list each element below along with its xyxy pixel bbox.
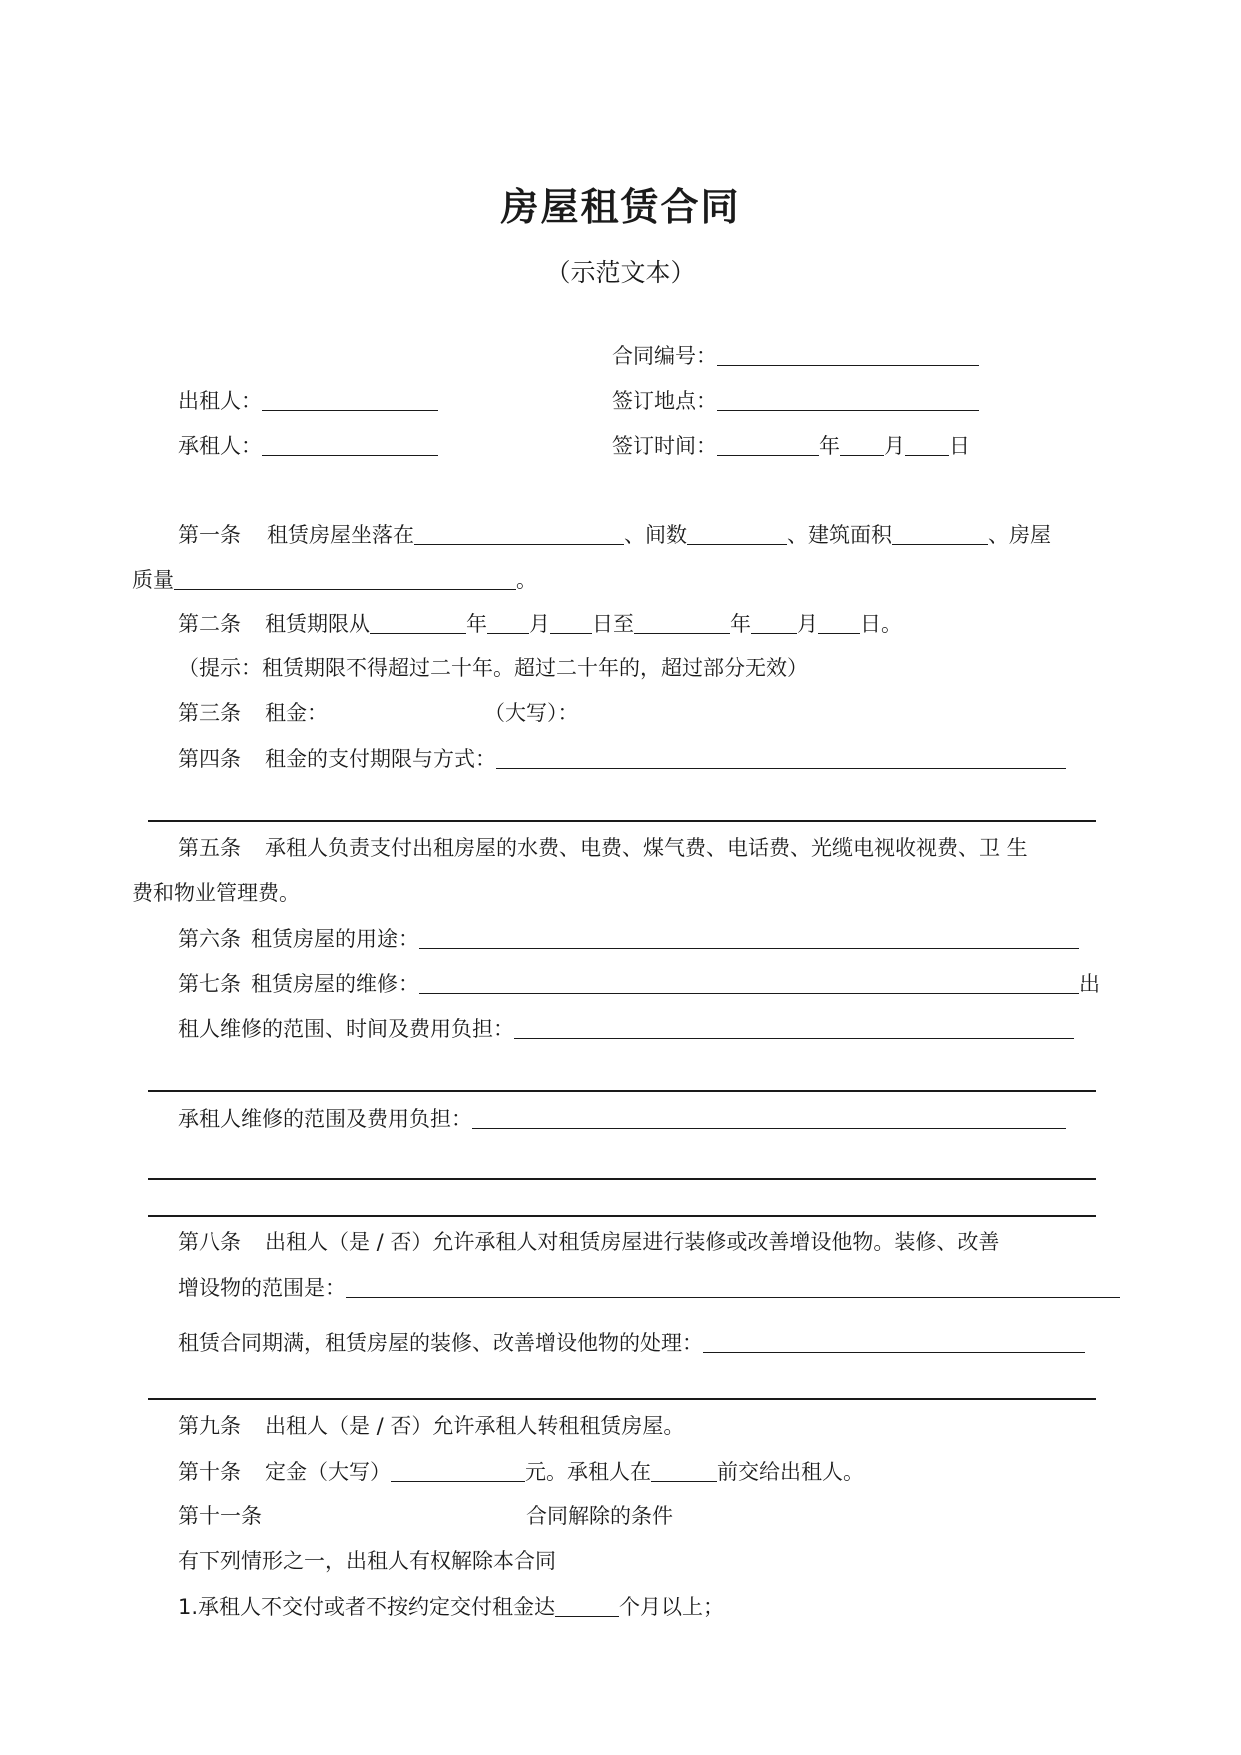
article-3 bbox=[178, 703, 579, 724]
article-9-label: 第九条 bbox=[178, 1414, 241, 1438]
article-8-line3 bbox=[178, 1332, 1085, 1354]
article-9-text: 出租人（是 / 否）允许承租人转租租赁房屋。 bbox=[265, 1414, 685, 1438]
sign-time-label: 签订时间： bbox=[612, 434, 717, 458]
term-hint: （提示：租赁期限不得超过二十年。超过二十年的，超过部分无效） bbox=[178, 656, 808, 680]
decoration-scope-blank[interactable] bbox=[346, 1277, 1120, 1298]
rooms-blank[interactable] bbox=[687, 524, 787, 545]
quality-label: 质量 bbox=[132, 568, 174, 592]
termination-intro: 有下列情形之一，出租人有权解除本合同 bbox=[178, 1549, 556, 1573]
article-2-label: 第二条 bbox=[178, 612, 241, 636]
article-8-text: 出租人（是 / 否）允许承租人对租赁房屋进行装修或改善增设他物。装修、改善 bbox=[265, 1230, 1000, 1254]
decoration-disposal-label: 租赁合同期满，租赁房屋的装修、改善增设他物的处理： bbox=[178, 1331, 703, 1355]
article-5-line2: 费和物业管理费。 bbox=[132, 881, 300, 905]
article-1-area-label: 、建筑面积 bbox=[787, 523, 892, 547]
decoration-disposal-blank-line2[interactable] bbox=[148, 1398, 1096, 1400]
sign-month-blank[interactable] bbox=[840, 435, 884, 456]
lessee-field bbox=[178, 435, 438, 457]
month-label: 月 bbox=[797, 612, 818, 636]
decoration-disposal-blank[interactable] bbox=[703, 1332, 1085, 1353]
article-8-label: 第八条 bbox=[178, 1230, 241, 1254]
page-subtitle: （示范文本） bbox=[545, 258, 696, 287]
deposit-deliver-label: 前交给出租人。 bbox=[717, 1460, 864, 1484]
article-11-label: 第十一条 bbox=[178, 1504, 262, 1528]
sign-place-label: 签订地点： bbox=[612, 389, 717, 413]
lessee-label: 承租人： bbox=[178, 434, 262, 458]
article-10-label: 第十条 bbox=[178, 1460, 241, 1484]
payment-blank-line2[interactable] bbox=[148, 820, 1096, 822]
year-label: 年 bbox=[730, 612, 751, 636]
day-to-label: 日至 bbox=[592, 612, 634, 636]
lessee-repair-blank[interactable] bbox=[472, 1108, 1066, 1129]
article-1-rooms-label: 、间数 bbox=[624, 523, 687, 547]
sign-place-blank[interactable] bbox=[717, 390, 979, 411]
lessor-repair-label: 租人维修的范围、时间及费用负担： bbox=[178, 1017, 514, 1041]
termination-condition-1 bbox=[178, 1596, 724, 1618]
end-year-blank[interactable] bbox=[634, 613, 730, 634]
sign-day-blank[interactable] bbox=[905, 435, 949, 456]
year-label: 年 bbox=[466, 612, 487, 636]
article-7 bbox=[178, 973, 1100, 995]
article-2-text: 租赁期限从 bbox=[265, 612, 370, 636]
usage-label: 租赁房屋的用途： bbox=[251, 927, 419, 951]
article-7-line3 bbox=[178, 1108, 1066, 1130]
article-11 bbox=[178, 1506, 673, 1527]
article-10 bbox=[178, 1461, 864, 1483]
start-day-blank[interactable] bbox=[550, 613, 592, 634]
lessee-repair-blank-line3[interactable] bbox=[148, 1215, 1096, 1217]
day-label: 日。 bbox=[860, 612, 902, 636]
rent-label: 租金： bbox=[265, 701, 328, 725]
usage-blank[interactable] bbox=[419, 928, 1079, 949]
year-label: 年 bbox=[819, 434, 840, 458]
location-blank[interactable] bbox=[414, 524, 624, 545]
sign-place-field bbox=[612, 390, 979, 412]
end-month-blank[interactable] bbox=[751, 613, 797, 634]
article-7-label: 第七条 bbox=[178, 972, 241, 996]
period: 。 bbox=[516, 568, 537, 592]
deposit-unit-label: 元。承租人在 bbox=[525, 1460, 651, 1484]
lessee-repair-label: 承租人维修的范围及费用负担： bbox=[178, 1107, 472, 1131]
deposit-label: 定金（大写） bbox=[265, 1460, 391, 1484]
repair-blank[interactable] bbox=[419, 973, 1079, 994]
article-8 bbox=[178, 1232, 999, 1253]
lessee-repair-blank-line2[interactable] bbox=[148, 1178, 1096, 1180]
contract-no-label: 合同编号： bbox=[612, 344, 717, 368]
article-1-label: 第一条 bbox=[178, 523, 241, 547]
lessor-blank[interactable] bbox=[262, 390, 438, 411]
article-7-line2 bbox=[178, 1018, 1074, 1040]
article-1-line2 bbox=[132, 569, 537, 591]
condition-1-suffix: 个月以上； bbox=[619, 1595, 725, 1619]
lessee-blank[interactable] bbox=[262, 435, 438, 456]
area-blank[interactable] bbox=[892, 524, 988, 545]
start-year-blank[interactable] bbox=[370, 613, 466, 634]
repair-label: 租赁房屋的维修： bbox=[251, 972, 419, 996]
deposit-date-blank[interactable] bbox=[651, 1461, 717, 1482]
payment-label: 租金的支付期限与方式： bbox=[265, 747, 496, 771]
article-1-quality-label: 、房屋 bbox=[988, 523, 1051, 547]
condition-1-text: 1.承租人不交付或者不按约定交付租金达 bbox=[178, 1595, 556, 1619]
sign-year-blank[interactable] bbox=[717, 435, 819, 456]
article-9 bbox=[178, 1416, 684, 1437]
start-month-blank[interactable] bbox=[487, 613, 529, 634]
lessor-label: 出租人： bbox=[178, 389, 262, 413]
article-5-text: 承租人负责支付出租房屋的水费、电费、煤气费、电话费、光缆电视收视费、卫 生 bbox=[265, 836, 1028, 860]
contract-no-field bbox=[612, 345, 979, 367]
article-4-label: 第四条 bbox=[178, 747, 241, 771]
page-title: 房屋租赁合同 bbox=[500, 184, 741, 229]
day-label: 日 bbox=[949, 434, 970, 458]
rent-capital-label: （大写）： bbox=[484, 701, 579, 725]
article-6-label: 第六条 bbox=[178, 927, 241, 951]
article-3-label: 第三条 bbox=[178, 701, 241, 725]
payment-blank[interactable] bbox=[496, 748, 1066, 769]
end-day-blank[interactable] bbox=[818, 613, 860, 634]
repair-continuation: 出 bbox=[1079, 972, 1100, 996]
lessor-field bbox=[178, 390, 438, 412]
lessor-repair-blank-line2[interactable] bbox=[148, 1090, 1096, 1092]
lessor-repair-blank[interactable] bbox=[514, 1018, 1074, 1039]
months-blank[interactable] bbox=[555, 1596, 619, 1617]
sign-time-field bbox=[612, 435, 970, 457]
article-1 bbox=[178, 524, 1051, 546]
article-2 bbox=[178, 613, 902, 635]
article-8-line2 bbox=[178, 1277, 1120, 1299]
article-6 bbox=[178, 928, 1079, 950]
quality-blank[interactable] bbox=[174, 569, 516, 590]
decoration-scope-label: 增设物的范围是： bbox=[178, 1276, 346, 1300]
article-11-text: 合同解除的条件 bbox=[526, 1504, 673, 1528]
month-label: 月 bbox=[884, 434, 905, 458]
article-5 bbox=[178, 838, 1028, 859]
article-4 bbox=[178, 748, 1066, 770]
month-label: 月 bbox=[529, 612, 550, 636]
contract-no-blank[interactable] bbox=[717, 345, 979, 366]
article-5-label: 第五条 bbox=[178, 836, 241, 860]
article-1-text: 租赁房屋坐落在 bbox=[267, 523, 414, 547]
deposit-blank[interactable] bbox=[391, 1461, 525, 1482]
